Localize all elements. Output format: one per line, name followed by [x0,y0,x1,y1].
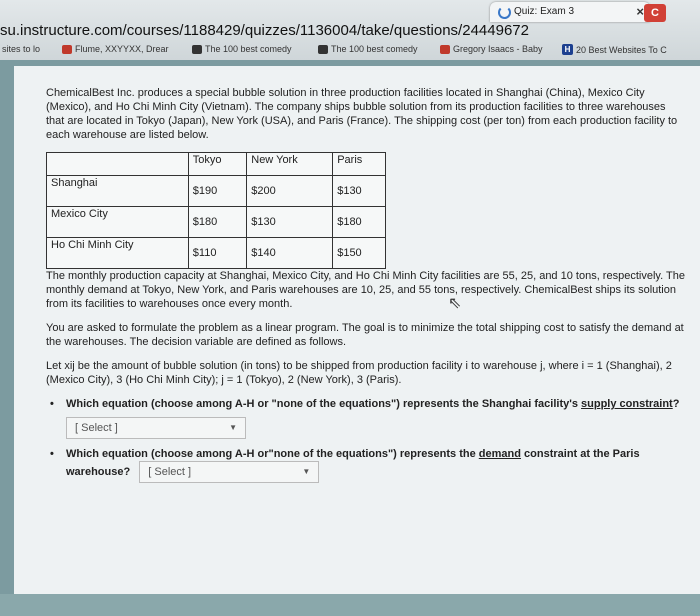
question-body [46,86,686,491]
url-host: su.instructure.com [0,22,123,39]
intro-text: ChemicalBest Inc. produces a special bubble solution in three production facilities located in Shanghai (China), Mexico City (Mexico), and Ho Chi Minh City (Vietnam). The company ships bubble solution from its production facilities to three warehouses that are located in Tokyo (Japan), New York (USA), and Paris (France). The shipping cost (per ton) from each production facility to each warehouse are listed below. [46,87,678,141]
question-list [46,397,686,483]
new-tab-button[interactable]: C [644,4,666,22]
bookmark-item[interactable]: H 20 Best Websites To C [562,44,667,55]
close-tab-icon[interactable]: × [636,4,644,19]
table-row: Shanghai $190 $200 $130 [47,176,386,207]
loading-spinner-icon [498,6,511,19]
table-row: Ho Chi Minh City $110 $140 $150 [47,238,386,269]
bookmark-favicon-icon [62,45,72,54]
browser-chrome [0,0,700,60]
url-path: /courses/1188429/quizzes/1136004/take/questions/24449672 [122,22,529,39]
shipping-cost-table [46,152,386,269]
table-header-row: Tokyo New York Paris [47,153,386,176]
quiz-content [14,66,700,616]
demand-answer-select[interactable]: [ Select ] ▼ [139,461,319,483]
bookmark-item[interactable]: The 100 best comedy [192,44,292,54]
formulate-text: You are asked to formulate the problem as a linear program. The goal is to minimize the total shipping cost to satisfy the demand at the warehouses. The decision variable are defined as follows. [46,322,684,348]
variable-definition-text: Let xij be the amount of bubble solution (in tons) to be shipped from production facility i to warehouse j, where i = 1 (Shanghai), 2 (Mexico City), 3 (Ho Chi Minh City); j = 1 (Tokyo), 2 (New York), 3 (Paris). [46,360,672,386]
table-row: Mexico City $180 $130 $180 [47,207,386,238]
supply-question: • Which equation (choose among A-H or "none of the equations") represents the Shanghai facility's supply constraint? [ Select ] ▼ [46,397,686,439]
bookmark-favicon-icon [192,45,202,54]
supply-answer-select[interactable]: [ Select ] ▼ [66,417,246,439]
bookmarks-bar [0,42,700,60]
bookmark-favicon-icon [318,45,328,54]
bookmark-item[interactable]: Flume, XXYYXX, Drear [62,44,169,54]
bookmark-item[interactable]: Gregory Isaacs - Baby [440,44,543,54]
tab-title: Quiz: Exam 3 [514,6,575,17]
chevron-down-icon: ▼ [229,423,237,432]
bookmark-favicon-icon: H [562,44,573,55]
demand-question: • Which equation (choose among A-H or"none of the equations") represents the demand constraint at the Paris warehouse? [ Select ] ▼ [46,447,686,483]
bottom-strip [0,594,700,616]
page-viewport [0,60,700,616]
chevron-down-icon: ▼ [302,467,311,476]
bookmark-item[interactable]: The 100 best comedy [318,44,418,54]
browser-tab[interactable] [490,2,650,22]
bookmark-item[interactable]: sites to lo [2,44,41,54]
mouse-cursor-icon: ⇖ [448,295,462,312]
address-bar[interactable] [0,22,529,39]
bookmark-favicon-icon [440,45,450,54]
capacity-text: The monthly production capacity at Shanghai, Mexico City, and Ho Chi Minh City facilities are 55, 25, and 10 tons, respectively. The monthly demand at Tokyo, New York, and Paris warehouses are 10, 25, and 55 tons, respectively. ChemicalBest ships its solution from its facilities to warehouses once every month. [46,270,685,310]
